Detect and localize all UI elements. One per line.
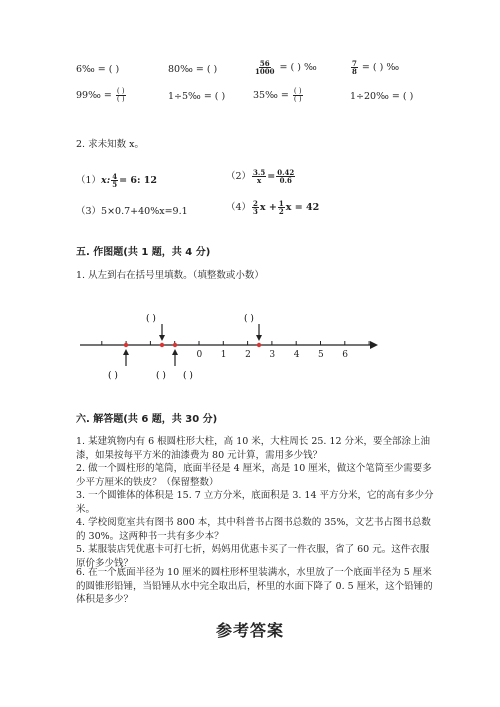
word-problem-5: 5. 某服装店凭优惠卡可打七折，妈妈用优惠卡买了一件衣服，省了 60 元。这件衣服原价多少钱？	[76, 544, 430, 569]
equation-4: （4） $\frac{2}{3}$ x + $\frac{1}{2}$ x = 42	[226, 199, 320, 216]
arrow-up-icon	[123, 349, 129, 355]
point-a	[124, 343, 128, 347]
section-5-question-1: 1. 从左到右在括号里填数。（填整数或小数）	[76, 270, 264, 281]
answer-key-title: 参考答案	[215, 621, 284, 640]
point-d	[257, 343, 261, 347]
section-6-title: 六. 解答题(共 6 题，共 30 分)	[76, 414, 218, 425]
point-b	[160, 343, 164, 347]
exercise-99-permille: 99‰ = $\frac{( )}{( )}$	[76, 87, 125, 103]
arrow-down-icon	[256, 335, 262, 341]
fraction-1-2: $\frac{1}{2}$	[278, 199, 284, 216]
fraction-0.42-0.6: $\frac{0.42}{0.6}$	[277, 168, 295, 185]
point-c	[173, 343, 177, 347]
word-problem-6: 6. 在一个底面半径为 10 厘米的圆柱形杯里装满水，水里放了一个底面半径为 5 厘米的圆锥形铅锤，当铅锤从水中完全取出后，杯里的水面下降了 0. 5 厘米，这个铅锤的体积是多少？	[76, 567, 433, 605]
top-bracket-2: ( )	[244, 314, 254, 324]
fraction-56-1000: $\frac{56}{1000}$	[255, 59, 275, 76]
exercise-35-permille: 35‰ = $\frac{( )}{( )}$	[253, 87, 302, 103]
tick-label: 5	[318, 350, 324, 360]
word-problem-3: 3. 一个圆锥体的体积是 15. 7 立方分米，底面积是 3. 14 平方分米，它的高有多少分米。	[76, 490, 434, 515]
exercise-1-div-20-permille: 1÷20‰ = ( )	[350, 91, 414, 102]
question-2-title: 2. 求未知数 x。	[76, 139, 144, 150]
blank-fraction: $\frac{( )}{( )}$	[293, 87, 302, 103]
tick-label: 3	[269, 350, 276, 360]
tick-label: 2	[245, 350, 251, 360]
arrow-head-icon	[370, 341, 378, 349]
word-problem-1: 1. 某建筑物内有 6 根圆柱形大柱，高 10 米，大柱周长 25. 12 分米，要全部涂上油漆，如果按每平方米的油漆费为 80 元计算，需用多少钱？	[76, 436, 431, 461]
word-problem-2: 2. 做一个圆柱形的笔筒，底面半径是 4 厘米，高是 10 厘米，做这个笔筒至少需要多少平方厘米的铁皮？（保留整数）	[76, 463, 432, 488]
section-5-title: 五. 作图题(共 1 题，共 4 分)	[76, 247, 211, 258]
arrow-down-icon	[159, 335, 165, 341]
exercise-80-permille: 80‰ = ( )	[168, 64, 218, 75]
number-line	[70, 305, 390, 385]
equation-3: （3）5×0.7+40%x=9.1	[76, 206, 188, 217]
fraction-4-5: $\frac{4}{5}$	[112, 172, 118, 189]
word-problem-4: 4. 学校阅览室共有图书 800 本，其中科普书占图书总数的 35%，文艺书占图书总数的 30%。这两种书一共有多少本？	[76, 517, 431, 542]
bottom-bracket-2: ( )	[156, 371, 166, 381]
tick-label: 1	[220, 350, 227, 360]
tick-label: 4	[293, 350, 300, 360]
exercise-7-over-8: $\frac{7}{8}$ = ( ) ‰	[352, 59, 400, 76]
tick-label: 0	[196, 350, 203, 360]
bottom-bracket-1: ( )	[108, 371, 118, 381]
fraction-2-3: $\frac{2}{3}$	[253, 199, 258, 216]
tick-label: 6	[342, 350, 349, 360]
top-bracket-1: ( )	[146, 314, 156, 324]
equation-1: （1）x: $\frac{4}{5}$ = 6: 12	[76, 172, 158, 189]
arrow-up-icon	[172, 349, 178, 355]
fraction-7-8: $\frac{7}{8}$	[352, 59, 357, 76]
bottom-bracket-3: ( )	[183, 371, 193, 381]
equation-2: （2） $\frac{3.5}{x}$ = $\frac{0.42}{0.6}$	[226, 168, 295, 185]
exercise-1-div-5-permille: 1÷5‰ = ( )	[168, 91, 226, 102]
exercise-56-over-1000: $\frac{56}{1000}$ = ( ) ‰	[255, 59, 317, 76]
blank-fraction: $\frac{( )}{( )}$	[116, 87, 125, 103]
fraction-3.5-x: $\frac{3.5}{x}$	[253, 168, 266, 185]
exercise-6-permille: 6‰ = ( )	[76, 64, 120, 75]
